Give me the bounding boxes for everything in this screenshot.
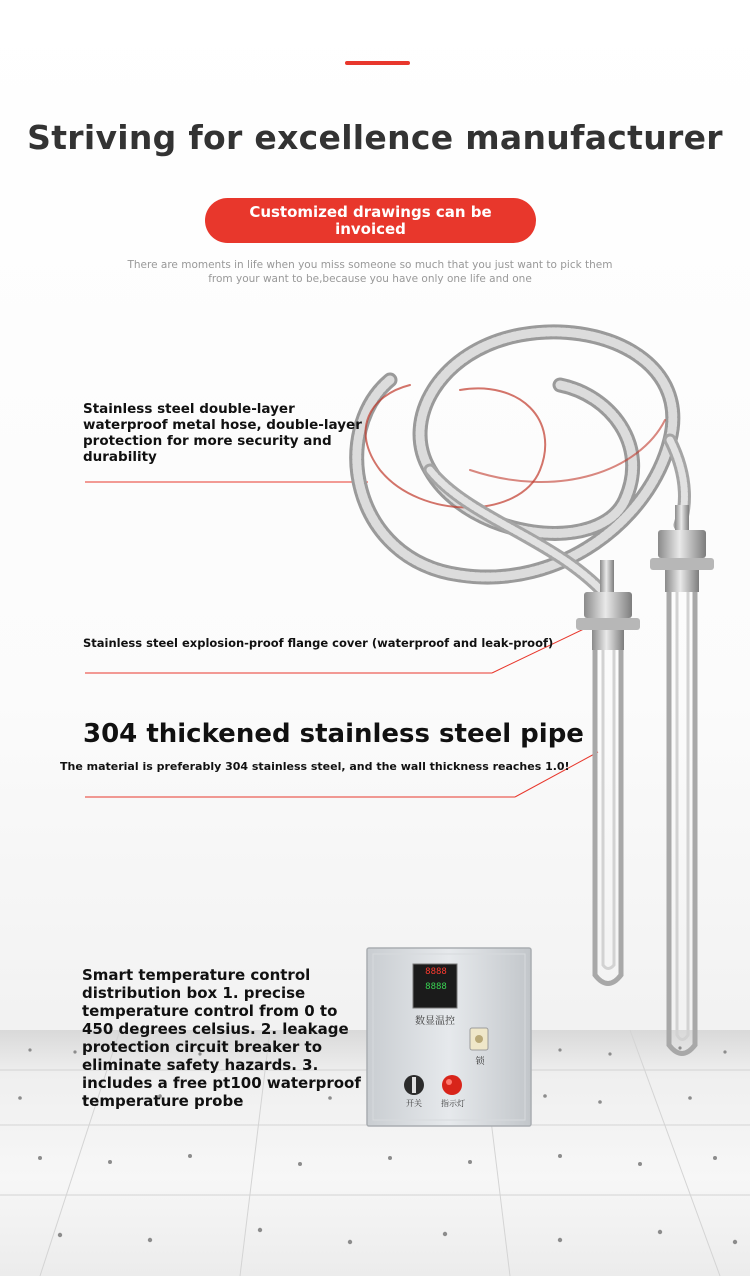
feature-flange-text: Stainless steel explosion-proof flange cover (waterproof and leak-proof) [83, 636, 554, 650]
metal-hose-icon [357, 332, 685, 600]
page-title: Striving for excellence manufacturer [27, 118, 723, 157]
subtitle-text: There are moments in life when you miss someone so much that you just want to pick them from your want to be,because you have only one life and one [127, 259, 613, 285]
feature-pipe-desc: The material is preferably 304 stainless steel, and the wall thickness reaches 1.0! [60, 760, 570, 773]
feature-box-text: Smart temperature control distribution box 1. precise temperature control from 0 to 450 degrees celsius. 2. leakage protection circuit breaker to eliminate safety hazards. 3. includes a free pt100 waterproof temperature probe [82, 966, 361, 1110]
lock-label: 锁 [475, 1057, 485, 1067]
feature-hose-text: Stainless steel double-layer waterproof metal hose, double-layer protection for more security and durability [83, 401, 362, 465]
switch-label: 开关 [406, 1099, 422, 1108]
temp-display-bottom: 8888 [425, 982, 447, 992]
temp-display-top: 8888 [425, 967, 447, 977]
invoice-badge: Customized drawings can be invoiced [205, 198, 536, 243]
indicator-label: 指示灯 [441, 1099, 465, 1108]
right-heater-icon [650, 505, 714, 1054]
display-label: 数显温控 [415, 1016, 455, 1027]
feature-pipe-title: 304 thickened stainless steel pipe [83, 719, 584, 749]
left-heater-icon [576, 560, 640, 984]
